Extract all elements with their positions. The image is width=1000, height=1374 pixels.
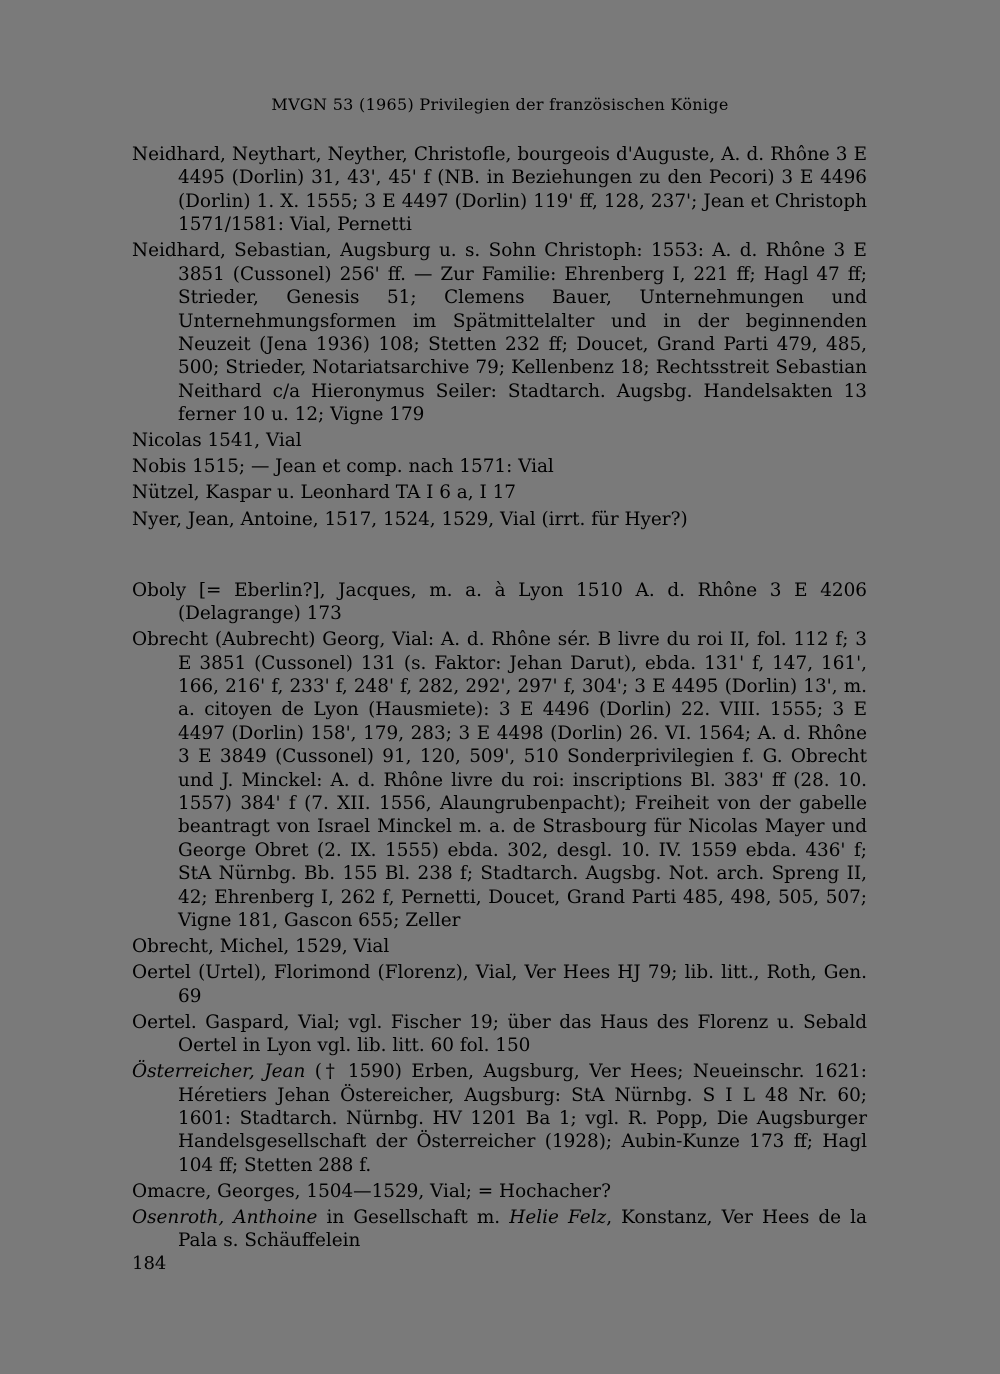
- section-gap: [132, 534, 867, 579]
- entry-body-2: , Konstanz, Ver Hees de la Pala s. Schäuffelein: [178, 1207, 868, 1252]
- entry-oertel-florimond: Oertel (Urtel), Florimond (Florenz), Vial, Ver Hees HJ 79; lib. litt., Roth, Gen. 69: [132, 962, 867, 1007]
- entry-name-italic-2: Helie Felz: [509, 1207, 607, 1228]
- entry-obrecht-michel: Obrecht, Michel, 1529, Vial: [132, 936, 390, 958]
- entry-name-italic: Osenroth, Anthoine: [132, 1207, 318, 1228]
- entry-oesterreicher: [132, 1060, 867, 1177]
- entry-nuetzel: Nützel, Kaspar u. Leonhard TA I 6 a, I 17: [132, 482, 516, 504]
- entry-list: [132, 143, 867, 1256]
- running-header: MVGN 53 (1965) Privilegien der französischen Könige: [271, 95, 729, 114]
- entry-omacre: Omacre, Georges, 1504—1529, Vial; = Hochacher?: [132, 1180, 611, 1202]
- entry-nicolas: Nicolas 1541, Vial: [132, 430, 302, 452]
- entry-nobis: Nobis 1515; — Jean et comp. nach 1571: Vial: [132, 456, 554, 478]
- entry-nyer: Nyer, Jean, Antoine, 1517, 1524, 1529, Vial (irrt. für Hyer?): [132, 508, 688, 530]
- entry-neidhard-christofle: Neidhard, Neythart, Neyther, Christofle, bourgeois d'Auguste, A. d. Rhône 3 E 4495 (Dorlin) 31, 43', 45' f (NB. in Beziehungen zu den Pecori) 3 E 4496 (Dorlin) 1. X. 1555; 3 E 4497 (Dorlin) 119' ff, 128, 237'; Jean et Christoph 1571/1581: Vial, Pernetti: [132, 144, 867, 236]
- entry-body: in Gesellschaft m.: [317, 1207, 510, 1228]
- entry-osenroth: [132, 1206, 867, 1253]
- entry-name-italic: Österreicher, Jean: [132, 1061, 306, 1083]
- entry-oboly: Oboly [= Eberlin?], Jacques, m. a. à Lyon 1510 A. d. Rhône 3 E 4206 (Delagrange) 173: [132, 579, 867, 625]
- entry-oertel-gaspard: Oertel. Gaspard, Vial; vgl. Fischer 19; über das Haus des Florenz u. Sebald Oertel in Lyon vgl. lib. litt. 60 fol. 150: [132, 1011, 867, 1057]
- page-number: 184: [132, 1253, 167, 1274]
- entry-neidhard-sebastian: Neidhard, Sebastian, Augsburg u. s. Sohn Christoph: 1553: A. d. Rhône 3 E 3851 (Cussonel) 256' ff. — Zur Familie: Ehrenberg I, 221 ff; Hagl 47 ff; Strieder, Genesis 51; Clemens Bauer, Unternehmungen und Unternehmungsformen im Spätmittelalter und in der beginnenden Neuzeit (Jena 1936) 108; Stetten 232 ff; Doucet, Grand Parti 479, 485, 500; Strieder, Notariatsarchive 79; Kellenbenz 18; Rechtsstreit Sebastian Neithard c/a Hieronymus Seiler: Stadtarch. Augsbg. Handelsakten 13 ferner 10 u. 12; Vigne 179: [132, 240, 867, 426]
- entry-body: († 1590) Erben, Augsburg, Ver Hees; Neueinschr. 1621: Héretiers Jehan Östereicher, Augsburg: StA Nürnbg. S I L 48 Nr. 60; 1601: Stadtarch. Nürnbg. HV 1201 Ba 1; vgl. R. Popp, Die Augsburger Handelsgesellschaft der Österreicher (1928); Aubin-Kunze 173 ff; Hagl 104 ff; Stetten 288 f.: [178, 1061, 867, 1176]
- entry-obrecht-georg: Obrecht (Aubrecht) Georg, Vial: A. d. Rhône sér. B livre du roi II, fol. 112 f; 3 E 3851 (Cussonel) 131 (s. Faktor: Jehan Darut), ebda. 131' f, 147, 161', 166, 216' f, 233' f, 248' f, 282, 292', 297' f, 304'; 3 E 4495 (Dorlin) 13', m. a. citoyen de Lyon (Hausmiete): 3 E 4496 (Dorlin) 22. VIII. 1555; 3 E 4497 (Dorlin) 158', 179, 283; 3 E 4498 (Dorlin) 26. VI. 1564; A. d. Rhône 3 E 3849 (Cussonel) 91, 120, 509', 510 Sonderprivilegien f. G. Obrecht und J. Minckel: A. d. Rhône livre du roi: inscriptions Bl. 383' ff (28. 10. 1557) 384' f (7. XII. 1556, Alaungrubenpacht); Freiheit von der gabelle beantragt von Israel Minckel m. a. de Strasbourg für Nicolas Mayer und George Obret (2. IX. 1555) ebda. 302, desgl. 10. IV. 1559 ebda. 436' f; StA Nürnbg. Bb. 155 Bl. 238 f; Stadtarch. Augsbg. Not. arch. Spreng II, 42; Ehrenberg I, 262 f, Pernetti, Doucet, Grand Parti 485, 498, 505, 507; Vigne 181, Gascon 655; Zeller: [132, 629, 867, 931]
